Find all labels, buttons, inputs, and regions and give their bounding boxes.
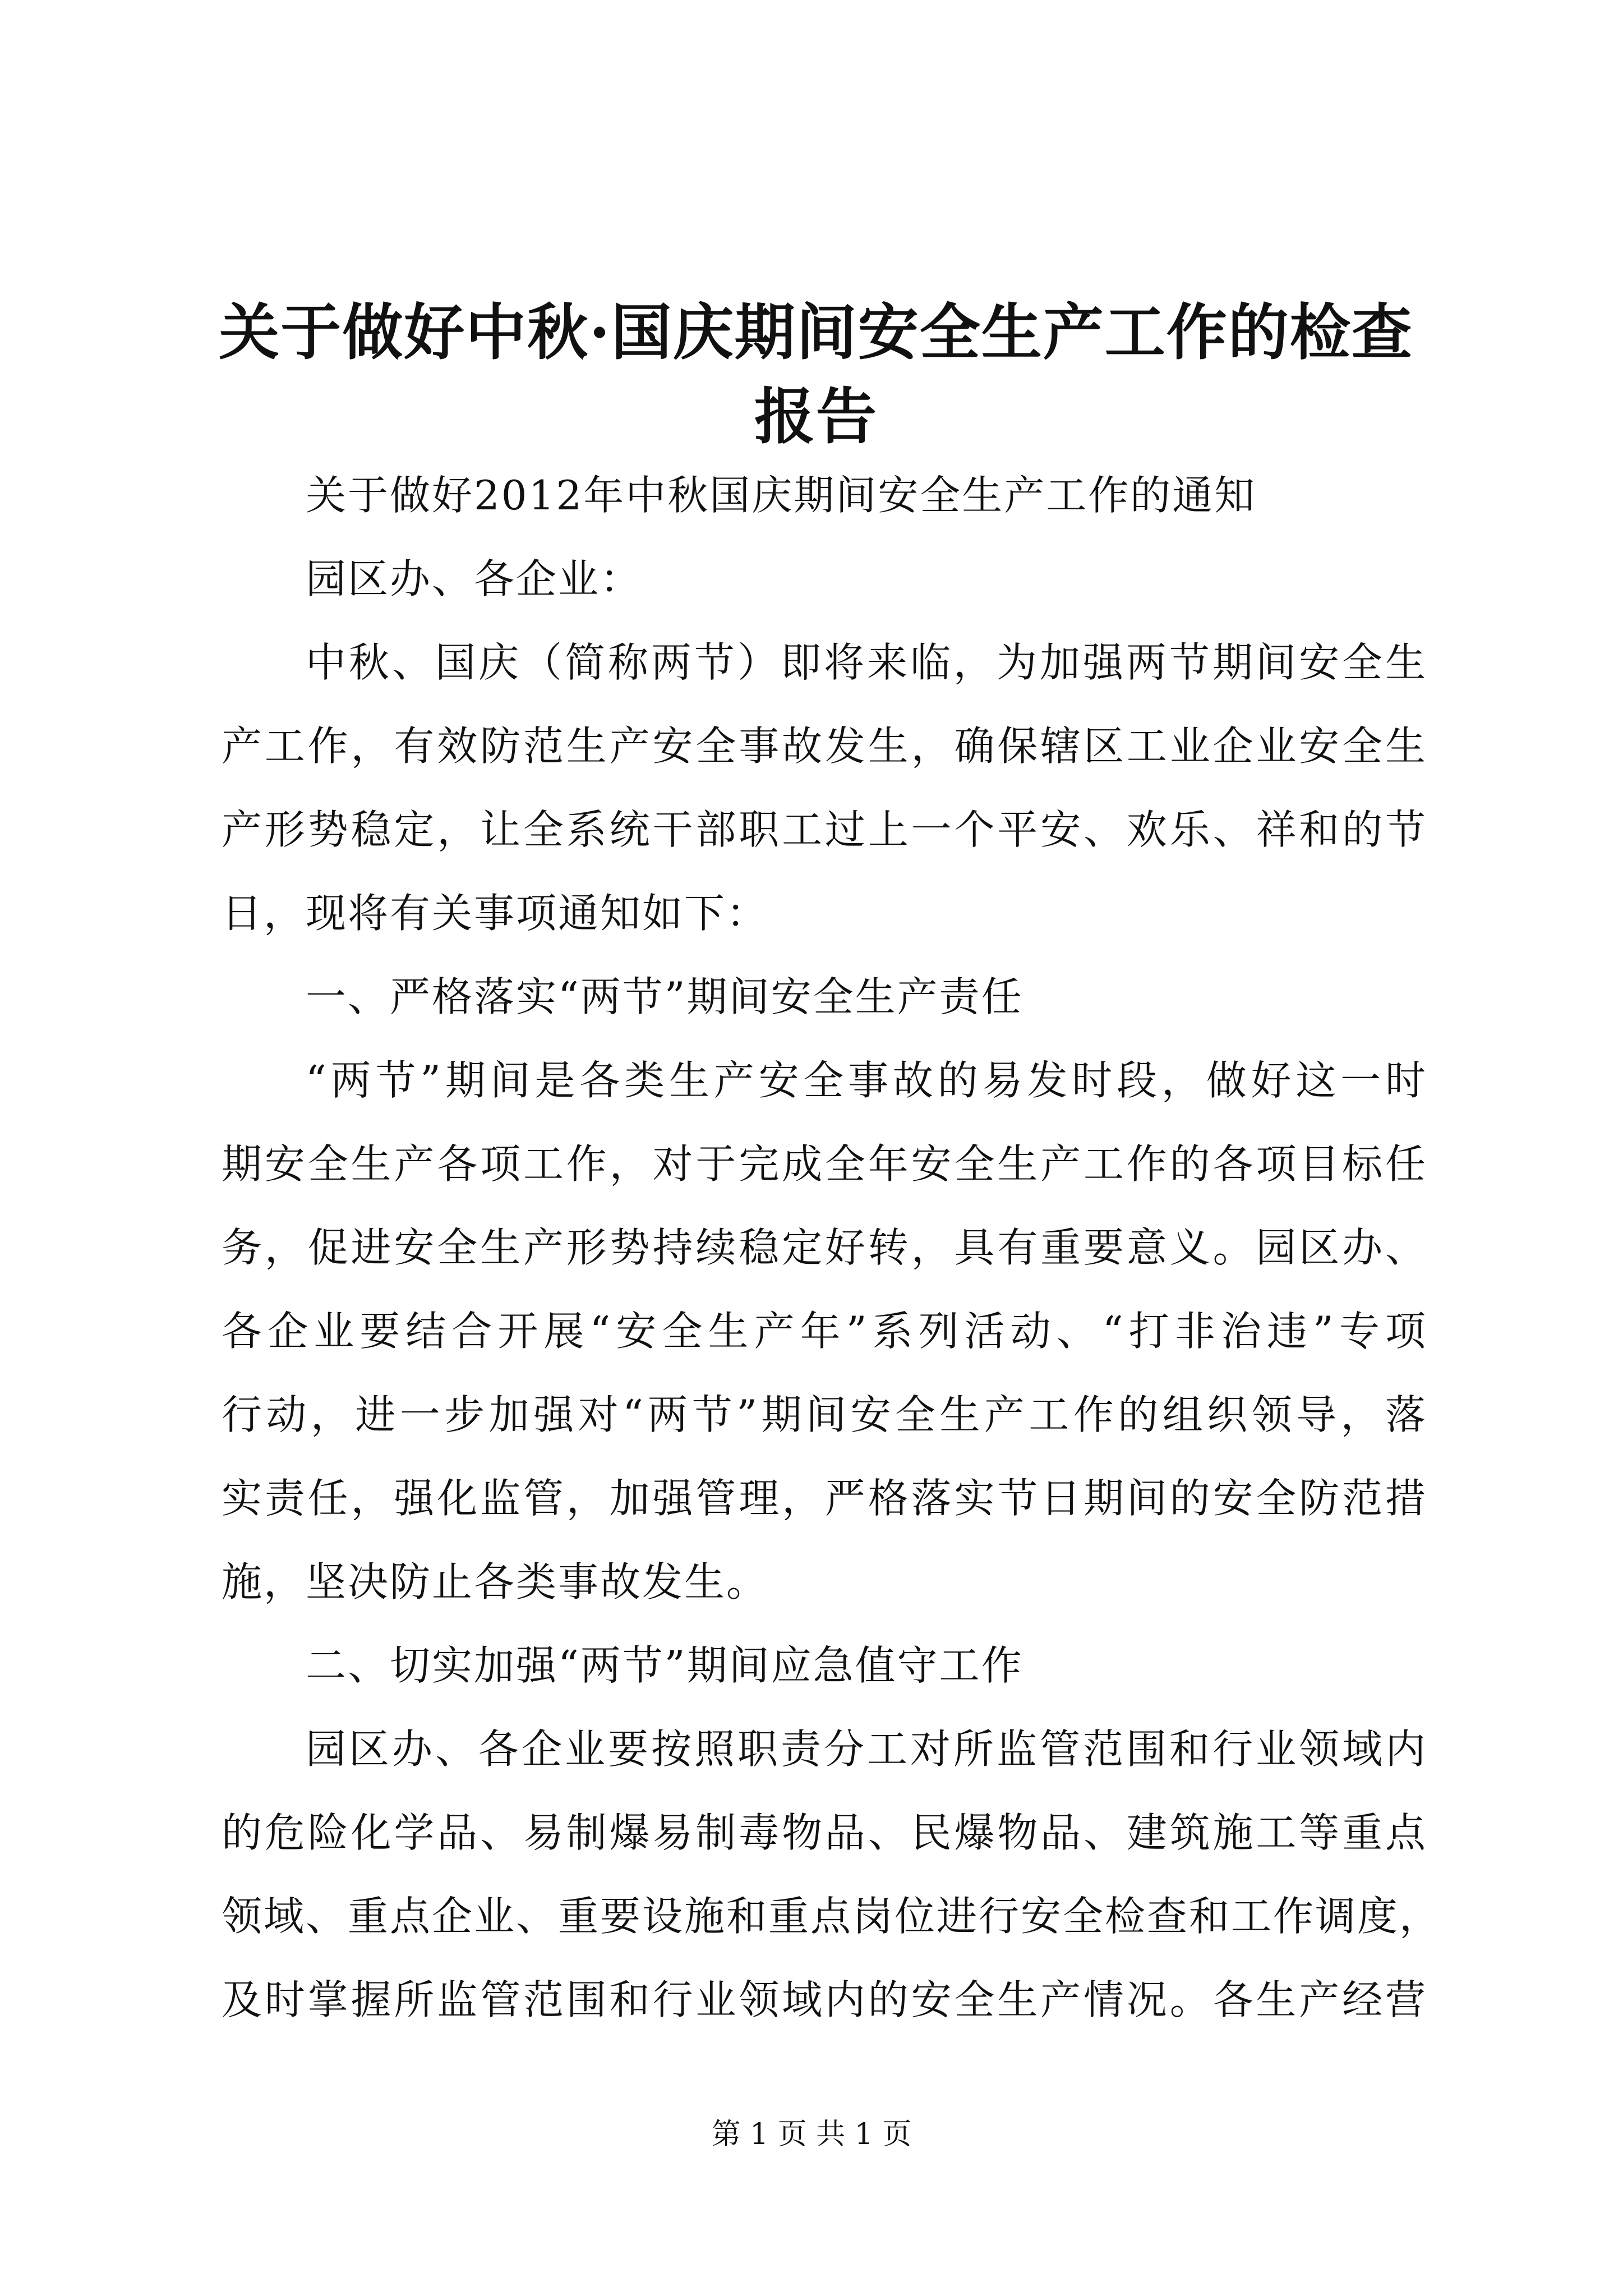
paragraph-line: 行动，进一步加强对“两节”期间安全生产工作的组织领导，落 [222,1391,1427,1438]
paragraph-line: 施，坚决防止各类事故发生。 [222,1558,769,1605]
section-heading-1: 一、严格落实“两节”期间安全生产责任 [306,973,1023,1020]
paragraph-line: “两节”期间是各类生产安全事故的易发时段，做好这一时 [306,1057,1427,1104]
paragraph-line: 园区办、各企业要按照职责分工对所监管范围和行业领域内 [306,1726,1427,1773]
paragraph-line: 及时掌握所监管范围和行业领域内的安全生产情况。各生产经营 [222,1976,1427,2023]
paragraph-line: 期安全生产各项工作，对于完成全年安全生产工作的各项目标任 [222,1140,1427,1188]
paragraph-line: 中秋、国庆（简称两节）即将来临，为加强两节期间安全生 [306,639,1427,686]
paragraph-line: 的危险化学品、易制爆易制毒物品、民爆物品、建筑施工等重点 [222,1809,1427,1856]
paragraph-line: 日，现将有关事项通知如下： [222,890,769,937]
paragraph-line: 各企业要结合开展“安全生产年”系列活动、“打非治违”专项 [222,1308,1427,1355]
notice-heading: 关于做好2012年中秋国庆期间安全生产工作的通知 [306,472,1257,519]
addressee-line: 园区办、各企业： [306,555,643,602]
paragraph-line: 实责任，强化监管，加强管理，严格落实节日期间的安全防范措 [222,1475,1427,1522]
section-heading-2: 二、切实加强“两节”期间应急值守工作 [306,1642,1023,1689]
page-number-footer: 第 1 页 共 1 页 [711,2118,912,2151]
paragraph-line: 产形势稳定，让全系统干部职工过上一个平安、欢乐、祥和的节 [222,806,1427,853]
paragraph-line: 领域、重点企业、重要设施和重点岗位进行安全检查和工作调度， [222,1893,1442,1940]
document-title-line-1: 关于做好中秋·国庆期间安全生产工作的检查 [219,297,1413,368]
paragraph-line: 产工作，有效防范生产安全事故发生，确保辖区工业企业安全生 [222,723,1427,770]
paragraph-line: 务，促进安全生产形势持续稳定好转，具有重要意义。园区办、 [222,1224,1427,1271]
document-title-line-2: 报告 [754,381,878,452]
